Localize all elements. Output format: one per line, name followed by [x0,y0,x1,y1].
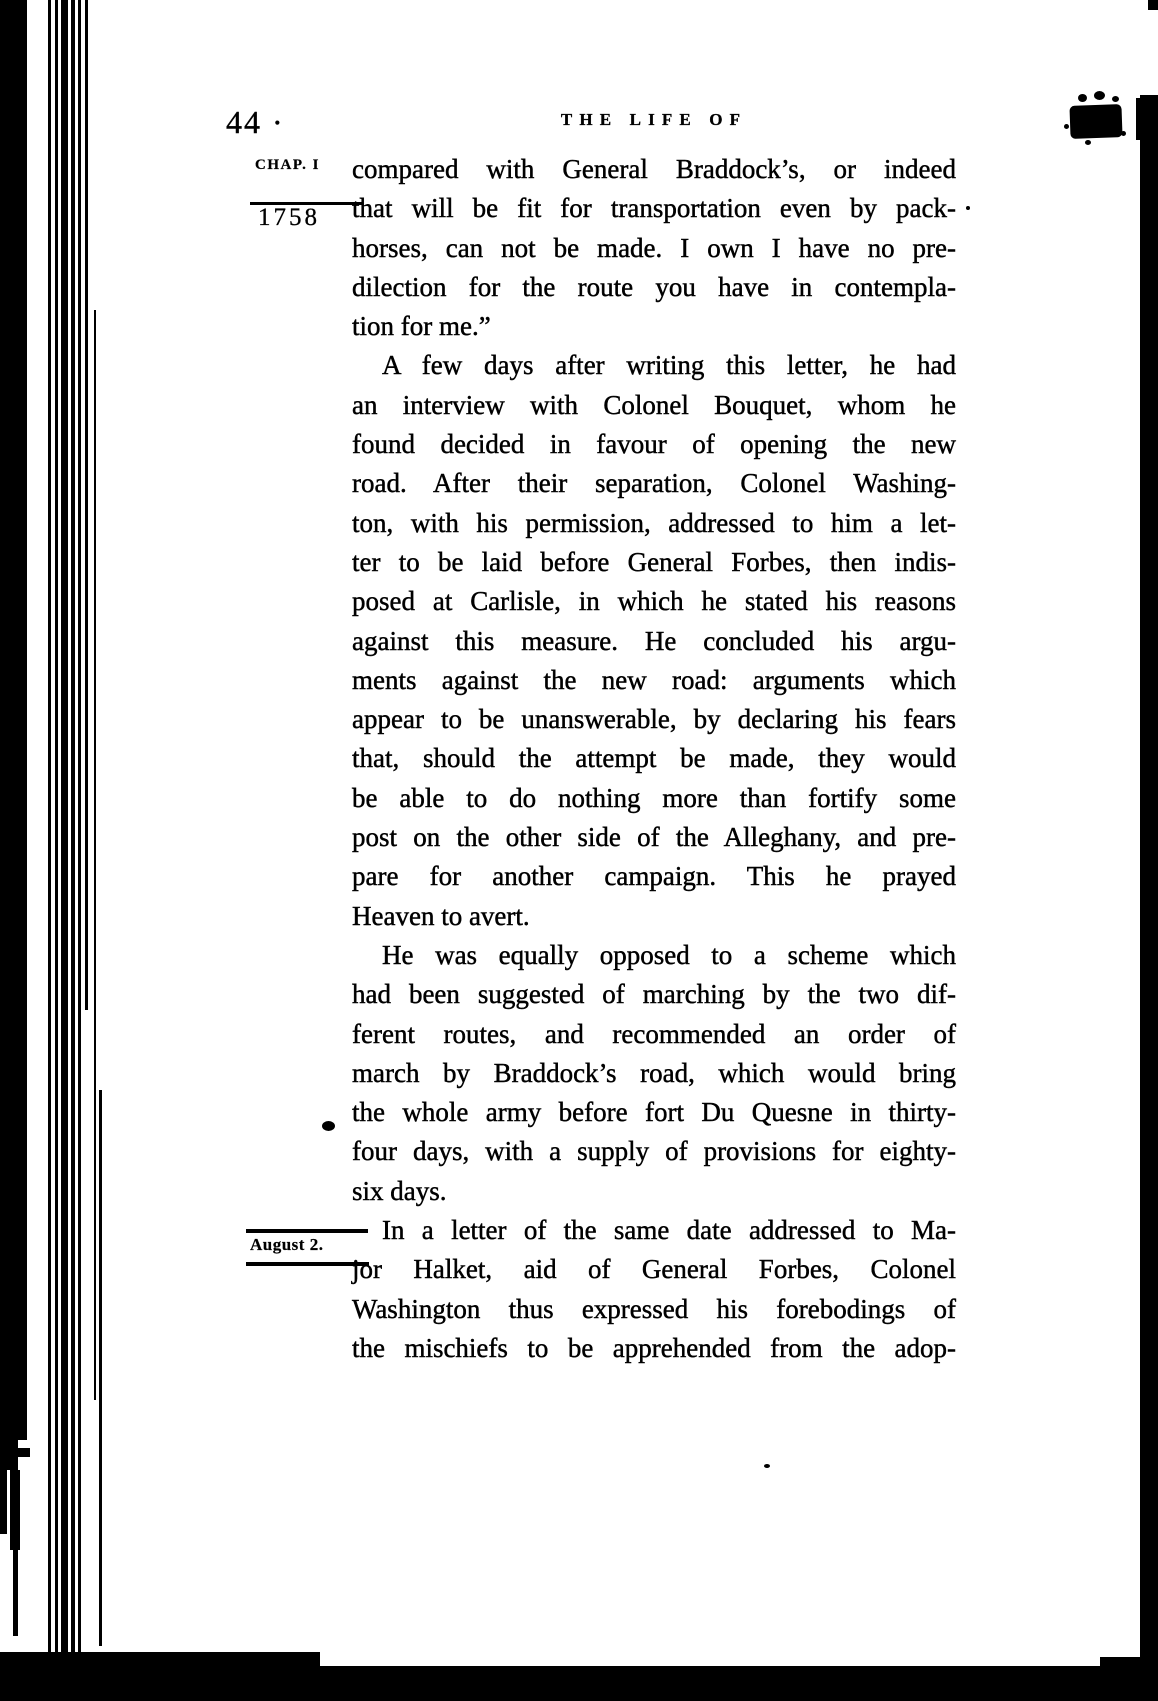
scan-artifact-gutter-line [78,0,81,1656]
scan-artifact-gutter-line [94,310,96,1400]
scan-artifact-bottom-bar [1100,1657,1158,1669]
page-number: 44 · [226,104,285,140]
text-line: dilection for the route you have in contempla- [352,271,956,302]
text-line: tion for me.” [352,311,491,342]
text-line: ter to be laid before General Forbes, then indis- [352,546,956,577]
text-line: post on the other side of the Alleghany, and pre- [352,822,956,853]
scan-artifact-bottom-bar [0,1666,1158,1701]
text-line: an interview with Colonel Bouquet, whom he [352,389,956,420]
text-line: road. After their separation, Colonel Washing- [352,468,956,499]
text-line: horses, can not be made. I own I have no pre- [352,232,956,263]
text-line: ton, with his permission, addressed to him a let- [352,507,956,538]
running-head: THE LIFE OF [560,110,748,129]
ink-speck [1121,131,1126,136]
scan-artifact-gutter-line [85,0,88,1010]
text-line: six days. [352,1175,447,1206]
scan-artifact-gutter-line [99,1090,102,1646]
margin-note-year: 1758 [258,204,320,231]
ink-speck [1078,94,1087,102]
scan-artifact-gutter-line [48,0,51,1656]
scan-artifact-gutter-line [61,0,68,1662]
body-text [352,150,956,1368]
ink-speck [322,1121,335,1131]
scan-artifact-corner-mark [1148,0,1158,10]
margin-rule [246,1262,369,1266]
text-line: ments against the new road: arguments which [352,664,956,695]
scan-artifact-right-strip [1136,98,1144,140]
text-line: compared with General Braddock’s, or indeed [352,154,956,184]
text-line: He was equally opposed to a scheme which [382,939,956,970]
scan-artifact-right-strip [1140,95,1158,1701]
margin-note-chapter: CHAP. I [255,157,320,173]
text-line: Washington thus expressed his forebodings of [352,1293,956,1324]
scan-artifact-left-bar [13,1550,18,1636]
text-line: In a letter of the same date addressed to Ma- [382,1215,956,1246]
scan-artifact-bottom-bar [0,1652,320,1668]
text-line: had been suggested of marching by the two dif- [352,979,956,1010]
text-line: that, should the attempt be made, they would [352,743,956,774]
text-line: appear to be unanswerable, by declaring his fears [352,704,956,735]
ink-smudge [1069,104,1122,139]
scan-artifact-left-bar [0,1448,30,1457]
text-line: be able to do nothing more than fortify some [352,782,956,813]
text-line: pare for another campaign. This he prayed [352,861,956,892]
text-line: Heaven to avert. [352,900,530,931]
text-line: the mischiefs to be apprehended from the adop- [352,1332,956,1363]
text-line: posed at Carlisle, in which he stated his reasons [352,586,956,617]
margin-note-date: August 2. [250,1235,324,1254]
scan-artifact-gutter-line [55,0,58,1658]
text-line: that will be fit for transportation even by pack- [352,193,956,224]
scan-artifact-gutter-line [71,0,75,1662]
scan-artifact-left-bar [0,0,27,1440]
text-line: march by Braddock’s road, which would bring [352,1057,956,1088]
ink-speck [1112,96,1119,102]
ink-speck [966,206,970,210]
text-line: A few days after writing this letter, he had [382,350,956,381]
text-line: the whole army before fort Du Quesne in thirty- [352,1097,956,1128]
scan-artifact-left-bar [10,1470,20,1550]
text-line: jor Halket, aid of General Forbes, Colonel [352,1254,956,1285]
margin-rule [246,1229,368,1233]
ink-speck [764,1464,770,1468]
text-line: found decided in favour of opening the new [352,429,956,460]
text-line: ferent routes, and recommended an order of [352,1018,956,1049]
ink-speck [1085,140,1091,145]
text-line: against this measure. He concluded his argu- [352,625,956,656]
scan-artifact-left-bar [0,1462,7,1534]
ink-speck [1094,91,1105,100]
text-line: four days, with a supply of provisions for eighty- [352,1136,956,1167]
ink-speck [1064,124,1069,129]
